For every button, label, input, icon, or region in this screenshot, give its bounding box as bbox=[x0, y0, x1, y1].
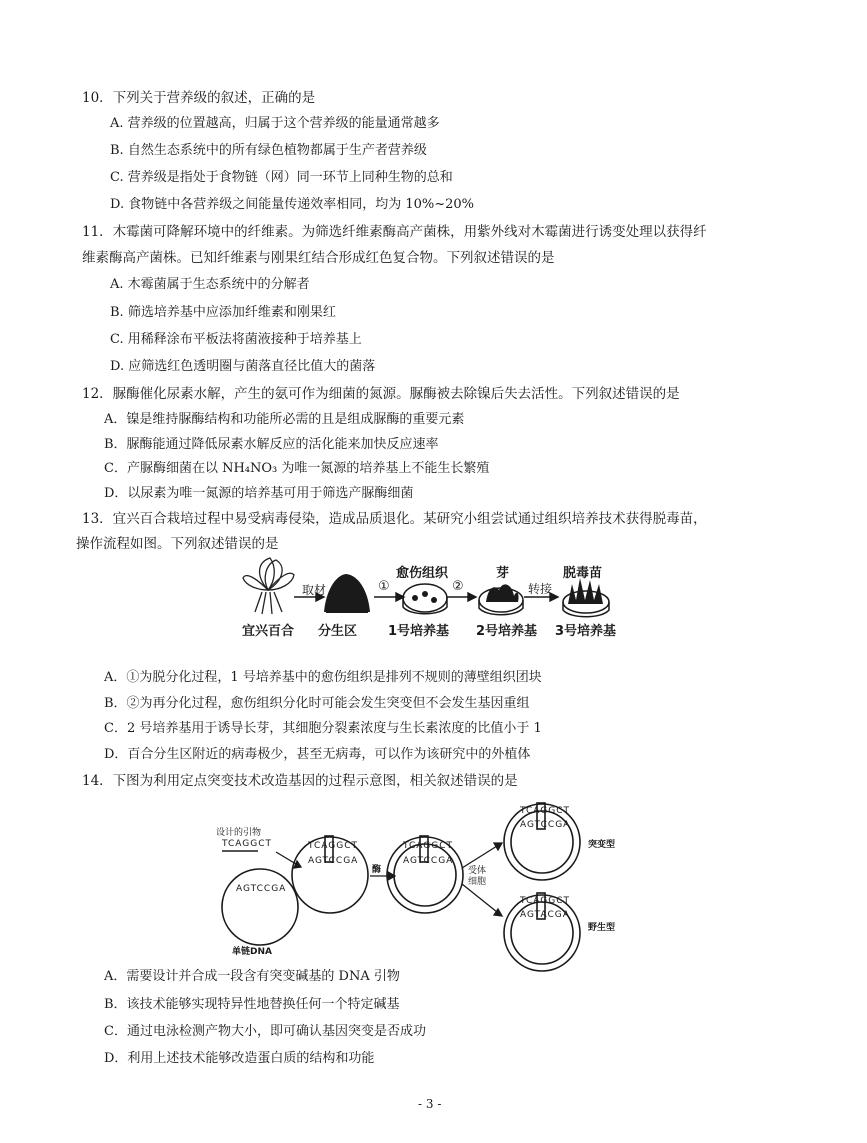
q11-option-d: D. 应筛选红色透明圈与菌落直径比值大的菌落 bbox=[110, 359, 376, 374]
wildtype-label: 野生型 bbox=[588, 923, 616, 933]
page-number: - 3 - bbox=[418, 1097, 442, 1111]
annealed-top-seq: TCAGGCT bbox=[308, 841, 358, 851]
arrow-label-1: ① bbox=[378, 579, 390, 594]
label-dish-2: 2号培养基 bbox=[476, 624, 538, 639]
enzyme-label: 酶 bbox=[372, 865, 382, 875]
q12-stem: 12．脲酶催化尿素水解，产生的氨可作为细菌的氮源。脲酶被去除镍后失去活性。下列叙述错误的是 bbox=[82, 386, 680, 402]
ds-top-seq: TCAGGCT bbox=[403, 841, 453, 851]
q10-option-d: D. 食物链中各营养级之间能量传递效率相同，均为 10%~20% bbox=[110, 197, 475, 212]
mutant-bottom-seq: AGTCCGA bbox=[520, 820, 571, 830]
ds-circle-inner bbox=[394, 844, 456, 906]
annealed-bottom-seq: AGTCCGA bbox=[308, 856, 359, 866]
q11-stem-line1: 11．木霉菌可降解环境中的纤维素。为筛选纤维素酶高产菌株，用紫外线对木霉菌进行诱变处理以获得纤 bbox=[82, 224, 707, 240]
label-callus: 愈伤组织 bbox=[396, 566, 449, 581]
arrow-label-zhuanjie: 转接 bbox=[528, 582, 553, 596]
label-virus-free: 脱毒苗 bbox=[563, 566, 603, 581]
host-cell-label: 受体细胞 bbox=[468, 866, 487, 887]
q13-option-c: C．2 号培养基用于诱导长芽，其细胞分裂素浓度与生长素浓度的比值小于 1 bbox=[104, 721, 542, 736]
ssdna-label: 单链DNA bbox=[232, 947, 272, 957]
q14-option-c: C．通过电泳检测产物大小，即可确认基因突变是否成功 bbox=[104, 1024, 426, 1039]
q10-option-a: A. 营养级的位置越高，归属于这个营养级的能量通常越多 bbox=[110, 116, 440, 131]
q13-option-d: D．百合分生区附近的病毒极少，甚至无病毒，可以作为该研究中的外植体 bbox=[104, 747, 531, 762]
q11-option-a: A. 木霉菌属于生态系统中的分解者 bbox=[110, 277, 310, 292]
q10-stem: 10．下列关于营养级的叙述，正确的是 bbox=[82, 90, 316, 106]
label-meristem: 分生区 bbox=[318, 624, 358, 639]
q13-stem-line2: 操作流程如图。下列叙述错误的是 bbox=[76, 536, 279, 552]
q14-option-b: B．该技术能够实现特异性地替换任何一个特定碱基 bbox=[104, 997, 400, 1012]
q10-option-c: C. 营养级是指处于食物链（网）同一环节上同种生物的总和 bbox=[110, 170, 453, 185]
q11-stem-line2: 维素酶高产菌株。已知纤维素与刚果红结合形成红色复合物。下列叙述错误的是 bbox=[82, 250, 555, 266]
q14-stem: 14．下图为利用定点突变技术改造基因的过程示意图，相关叙述错误的是 bbox=[82, 773, 518, 789]
primer-title: 设计的引物 bbox=[216, 828, 262, 838]
arrow-label-quca: 取材 bbox=[302, 583, 327, 597]
label-dish-1: 1号培养基 bbox=[388, 624, 450, 639]
ds-bottom-seq: AGTCCGA bbox=[403, 856, 454, 866]
q11-option-c: C. 用稀释涂布平板法将菌液接种于培养基上 bbox=[110, 332, 362, 347]
mutant-label: 突变型 bbox=[588, 840, 616, 850]
q12-option-a: A．镍是维持脲酶结构和功能所必需的且是组成脲酶的重要元素 bbox=[104, 412, 465, 427]
q13-option-b: B．②为再分化过程，愈伤组织分化时可能会发生突变但不会发生基因重组 bbox=[104, 696, 530, 711]
wildtype-bottom-seq: AGTACGA bbox=[520, 910, 570, 920]
label-bud: 芽 bbox=[496, 566, 510, 581]
arrow-label-2: ② bbox=[452, 579, 464, 594]
ssdna-circle bbox=[222, 869, 298, 945]
q14-option-d: D．利用上述技术能够改造蛋白质的结构和功能 bbox=[104, 1051, 375, 1066]
q12-option-d: D．以尿素为唯一氮源的培养基可用于筛选产脲酶细菌 bbox=[104, 486, 414, 501]
q12-option-c: C．产脲酶细菌在以 NH₄NO₃ 为唯一氮源的培养基上不能生长繁殖 bbox=[104, 461, 490, 476]
q14-option-a: A．需要设计并合成一段含有突变碱基的 DNA 引物 bbox=[104, 969, 400, 984]
wildtype-top-seq: TCAGGCT bbox=[520, 896, 570, 906]
label-dish-3: 3号培养基 bbox=[555, 624, 617, 639]
q11-option-b: B. 筛选培养基中应添加纤维素和刚果红 bbox=[110, 305, 336, 320]
q12-option-b: B．脲酶能通过降低尿素水解反应的活化能来加快反应速率 bbox=[104, 437, 439, 452]
q10-option-b: B. 自然生态系统中的所有绿色植物都属于生产者营养级 bbox=[110, 143, 427, 158]
q13-stem-line1: 13．宜兴百合栽培过程中易受病毒侵染，造成品质退化。某研究小组尝试通过组织培养技术获得脱毒苗， bbox=[82, 511, 707, 527]
template-sequence: AGTCCGA bbox=[236, 884, 287, 894]
primer-sequence: TCAGGCT bbox=[222, 839, 272, 849]
mutant-top-seq: TCAGGCT bbox=[520, 806, 570, 816]
q13-option-a: A．①为脱分化过程，1 号培养基中的愈伤组织是排列不规则的薄壁组织团块 bbox=[104, 670, 542, 685]
label-lily: 宜兴百合 bbox=[242, 624, 295, 639]
